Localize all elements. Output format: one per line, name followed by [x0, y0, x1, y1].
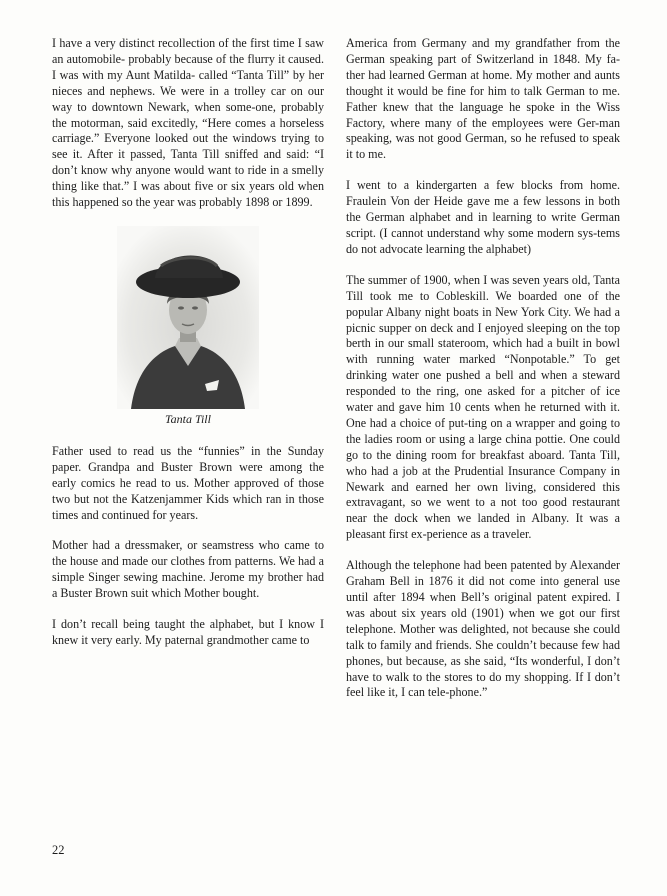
right-column	[346, 36, 620, 716]
paragraph-telephone: Although the telephone had been patented by Alexander Graham Bell in 1876 it did not come into general use until after 1894 when Bell’s original patent expired. I was about six years old (1901) when we got our first telephone. Mother was delighted, not because she could talk to family and friends. She couldn’t because few had phones, but because, as she said, “Its wonderful, I don’t have to walk to the stores to do my shopping. If I don’t feel like it, I can tele-phone.”	[346, 558, 620, 700]
left-column	[52, 36, 324, 664]
paragraph-german: America from Germany and my grandfather from the German speaking part of Switzerland in 1848. My fa-ther had learned German at home. My mother and aunts thought it would be fine for him to talk German to me. Father knew that the language he spoke in the Wiss Factory, where many of the employees were Ger-man speaking, was not good German, so he refused to speak it to me.	[346, 36, 620, 162]
paragraph-automobile: I have a very distinct recollection of the first time I saw an automobile- probably because of the flurry it caused. I was with my Aunt Matilda- called “Tanta Till” by her nieces and nephews. We were in a trolley car on our way to downtown Newark, when some-one, probably the motorman, said excitedly, “Here comes a horseless carriage.” Everyone looked out the windows trying to see it. After it passed, Tanta Till sniffed and said: “I don’t know why anyone would want to ride in a smelly thing like that.” I was about five or six years old when this happened so the year was probably 1898 or 1899.	[52, 36, 324, 210]
paragraph-dressmaker: Mother had a dressmaker, or seamstress who came to the house and made our clothes from patterns. We had a simple Singer sewing machine. Jerome my brother had a Buster Brown suit which Mother bought.	[52, 538, 324, 601]
paragraph-funnies: Father used to read us the “funnies” in the Sunday paper. Grandpa and Buster Brown were among the early comics he read to us. Mother approved of those two but not the Katzenjammer Kids which ran in those times and continued for years.	[52, 443, 324, 522]
portrait-photo	[117, 226, 259, 409]
portrait-figure	[52, 226, 324, 428]
portrait-caption: Tanta Till	[165, 411, 211, 426]
paragraph-alphabet: I don’t recall being taught the alphabet, but I know I knew it very early. My paternal grandmother came to	[52, 617, 324, 647]
page-number: 22	[52, 843, 65, 857]
paragraph-night-boat: The summer of 1900, when I was seven years old, Tanta Till took me to Cobleskill. We boarded one of the popular Albany night boats in New York City. We had a picnic supper on deck and I enjoyed sleeping on the top berth in our small stateroom, which had a built in bowl with running water marked “Nonpotable.” To get drinking water one pushed a bell and when a steward responded to the ring, one asked for a pitcher of ice water and gave him 10 cents when he returned with it. One had a choice of put-ting on a wrapper and going to the ladies room or using a large china pottie. One could go to the dining room for breakfast aboard. Tanta Till, who had a job at the Prudential Insurance Company in Newark and earned her own living, considered this extravagant, so we went to a not too good restaurant near the dock when we landed in Albany. It was a pleasant first ex-perience as a traveler.	[346, 272, 620, 542]
paragraph-kindergarten: I went to a kindergarten a few blocks from home. Fraulein Von der Heide gave me a few lessons in both the German alphabet and in learning to write German script. (I cannot understand why some modern sys-tems do not advocate learning the alphabet)	[346, 178, 620, 256]
